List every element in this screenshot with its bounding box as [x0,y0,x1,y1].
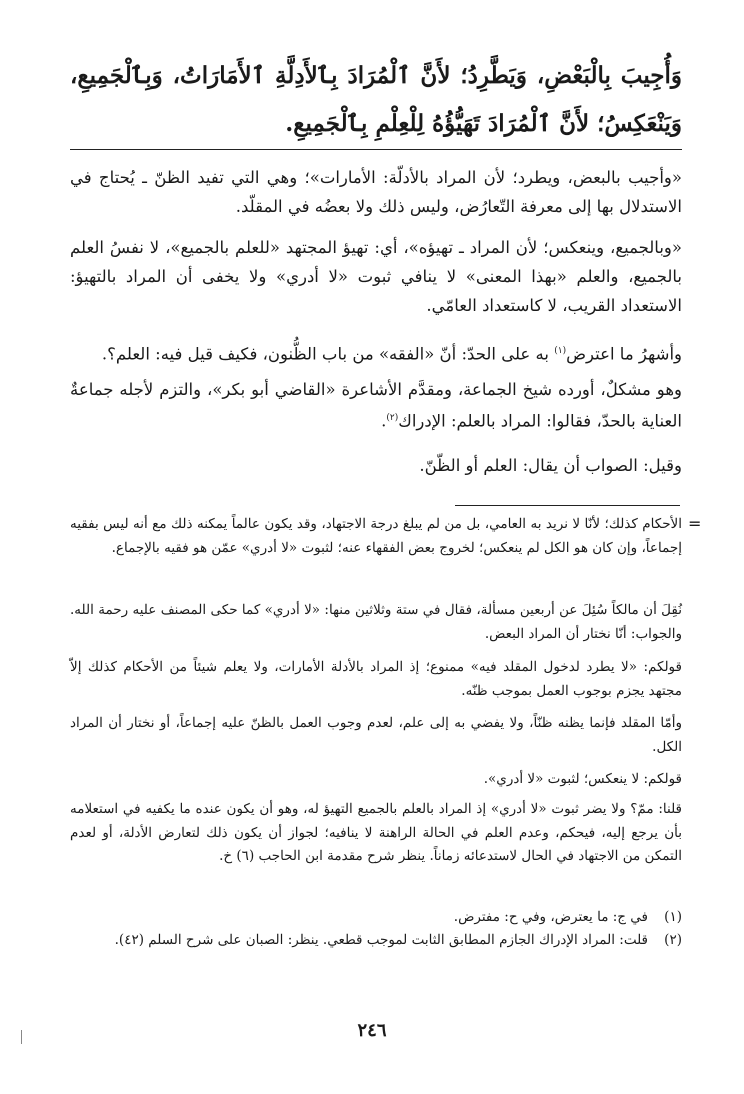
footnote-ref: (١) [554,346,567,356]
sharh-paragraph-3: وأشهرُ ما اعترض$^{(١)}$ به على الحدّ: أنّ «الفقه» من باب الظُّنون، فكيف قيل فيه: العلم؟. [101,344,682,364]
footnote-continuation-1: الأحكام كذلك؛ لأنّا لا نريد به العامي، بل من لم يبلغ درجة الاجتهاد، وقد يكون عالماً يمكنه ذلك مع أنه ليس بفقيه إجماعاً، وإن كان هو الكل لم ينعكس؛ لخروج بعض الفقهاء عنه؛ لثبوت «لا أدري» عمّن هو فقيه بالإجماع. [70,516,682,556]
footnote-continuation-2: نُقِلَ أن مالكاً سُئِلَ عن أربعين مسألة، فقال في ستة وثلاثين منها: «لا أدري» كما حكى المصنف عليه رحمة الله. والجواب: أنّا نختار أن المراد البعض. [70,602,682,642]
footnote-continuation-5: قولكم: لا ينعكس؛ لثبوت «لا أدري». [483,771,682,787]
footnote-2: (٢) قلت: المراد الإدراك الجازم المطابق الثابت لموجب قطعي. ينظر: الصبان على شرح السلم (٤٢). [114,932,682,948]
continuation-mark: = [688,514,702,533]
margin-mark [21,1030,22,1044]
separator-rule [70,149,682,150]
footnote-continuation-4: وأمّا المقلد فإنما يظنه ظنّاً، ولا يفضي به إلى علم، لعدم وجوب العمل بالظنّ عليه إجماعاً، أو نختار أن المراد الكل. [70,715,682,755]
footnote-continuation-3: قولكم: «لا يطرد لدخول المقلد فيه» ممنوع؛ إذ المراد بالأدلة الأمارات، ولا يعلم شيئاً من الأحكام كذلك إلاّ مجتهد يجزم بوجوب العمل بموجب ظنّه. [70,659,682,699]
footnote-1: (١) في ج: ما يعترض، وفي ح: مفترض. [453,909,682,925]
footnote-ref: (٢) [386,413,399,423]
page-number: ٢٤٦ [357,1020,387,1041]
sharh-paragraph-5: وقيل: الصواب أن يقال: العلم أو الظّنّ. [419,456,682,475]
sharh-paragraph-1: «وأجيب بالبعض، ويطرد؛ لأن المراد بالأدلّة: الأمارات»؛ وهي التي تفيد الظنّ ـ يُحتاج في الاستدلال بها إلى معرفة التّعارُض، وليس ذلك ولا بعضُه في المقلّد. [70,168,682,216]
footnote-continuation-6: قلنا: ممّ؟ ولا يضر ثبوت «لا أدري» إذ المراد بالعلم بالجميع التهيؤ له، وهو أن يكون عنده ما يكفيه في استعلامه بأن يرجع إليه، فيحكم، وعدم العلم في الحالة الراهنة لا ينافيه؛ لجواز أن يكون ذلك لتعارض الأدلة، أو لعدم التمكن من الاجتهاد في الحال لاستدعائه زماناً. ينظر شرح مقدمة ابن الحاجب (٦) خ. [70,801,682,864]
sharh-paragraph-4: وهو مشكلٌ، أورده شيخ الجماعة، ومقدَّم الأشاعرة «القاضي أبو بكر»، والتزم لأجله جماعةٌ العناية بالحدّ، فقالوا: المراد بالعلم: الإدراك$^{(٢)}$. [70,380,682,431]
matn-text: وَأُجِيبَ بِالْبَعْضِ، وَيَطَّرِدُ؛ لأَنَّ ٱلْمُرَادَ بِٱلأَدِلَّةِ ٱلأَمَارَاتُ، وَبِٱلْجَمِيعِ، وَيَنْعَكِسُ؛ لأَنَّ ٱلْمُرَادَ تَهَيُّؤُهُ لِلْعِلْمِ بِٱلْجَمِيعِ. [70,62,682,137]
footnote-rule [455,505,680,506]
sharh-paragraph-2: «وبالجميع، وينعكس؛ لأن المراد ـ تهيؤه»، أي: تهيؤ المجتهد «للعلم بالجميع»، لا نفسُ العلم بالجميع، والعلم «بهذا المعنى» لا ينافي ثبوت «لا أدري» ولا يخفى أن المراد بالتهيؤ: الاستعداد القريب، لا كاستعداد العامّي. [70,238,682,315]
footnotes [70,906,682,952]
